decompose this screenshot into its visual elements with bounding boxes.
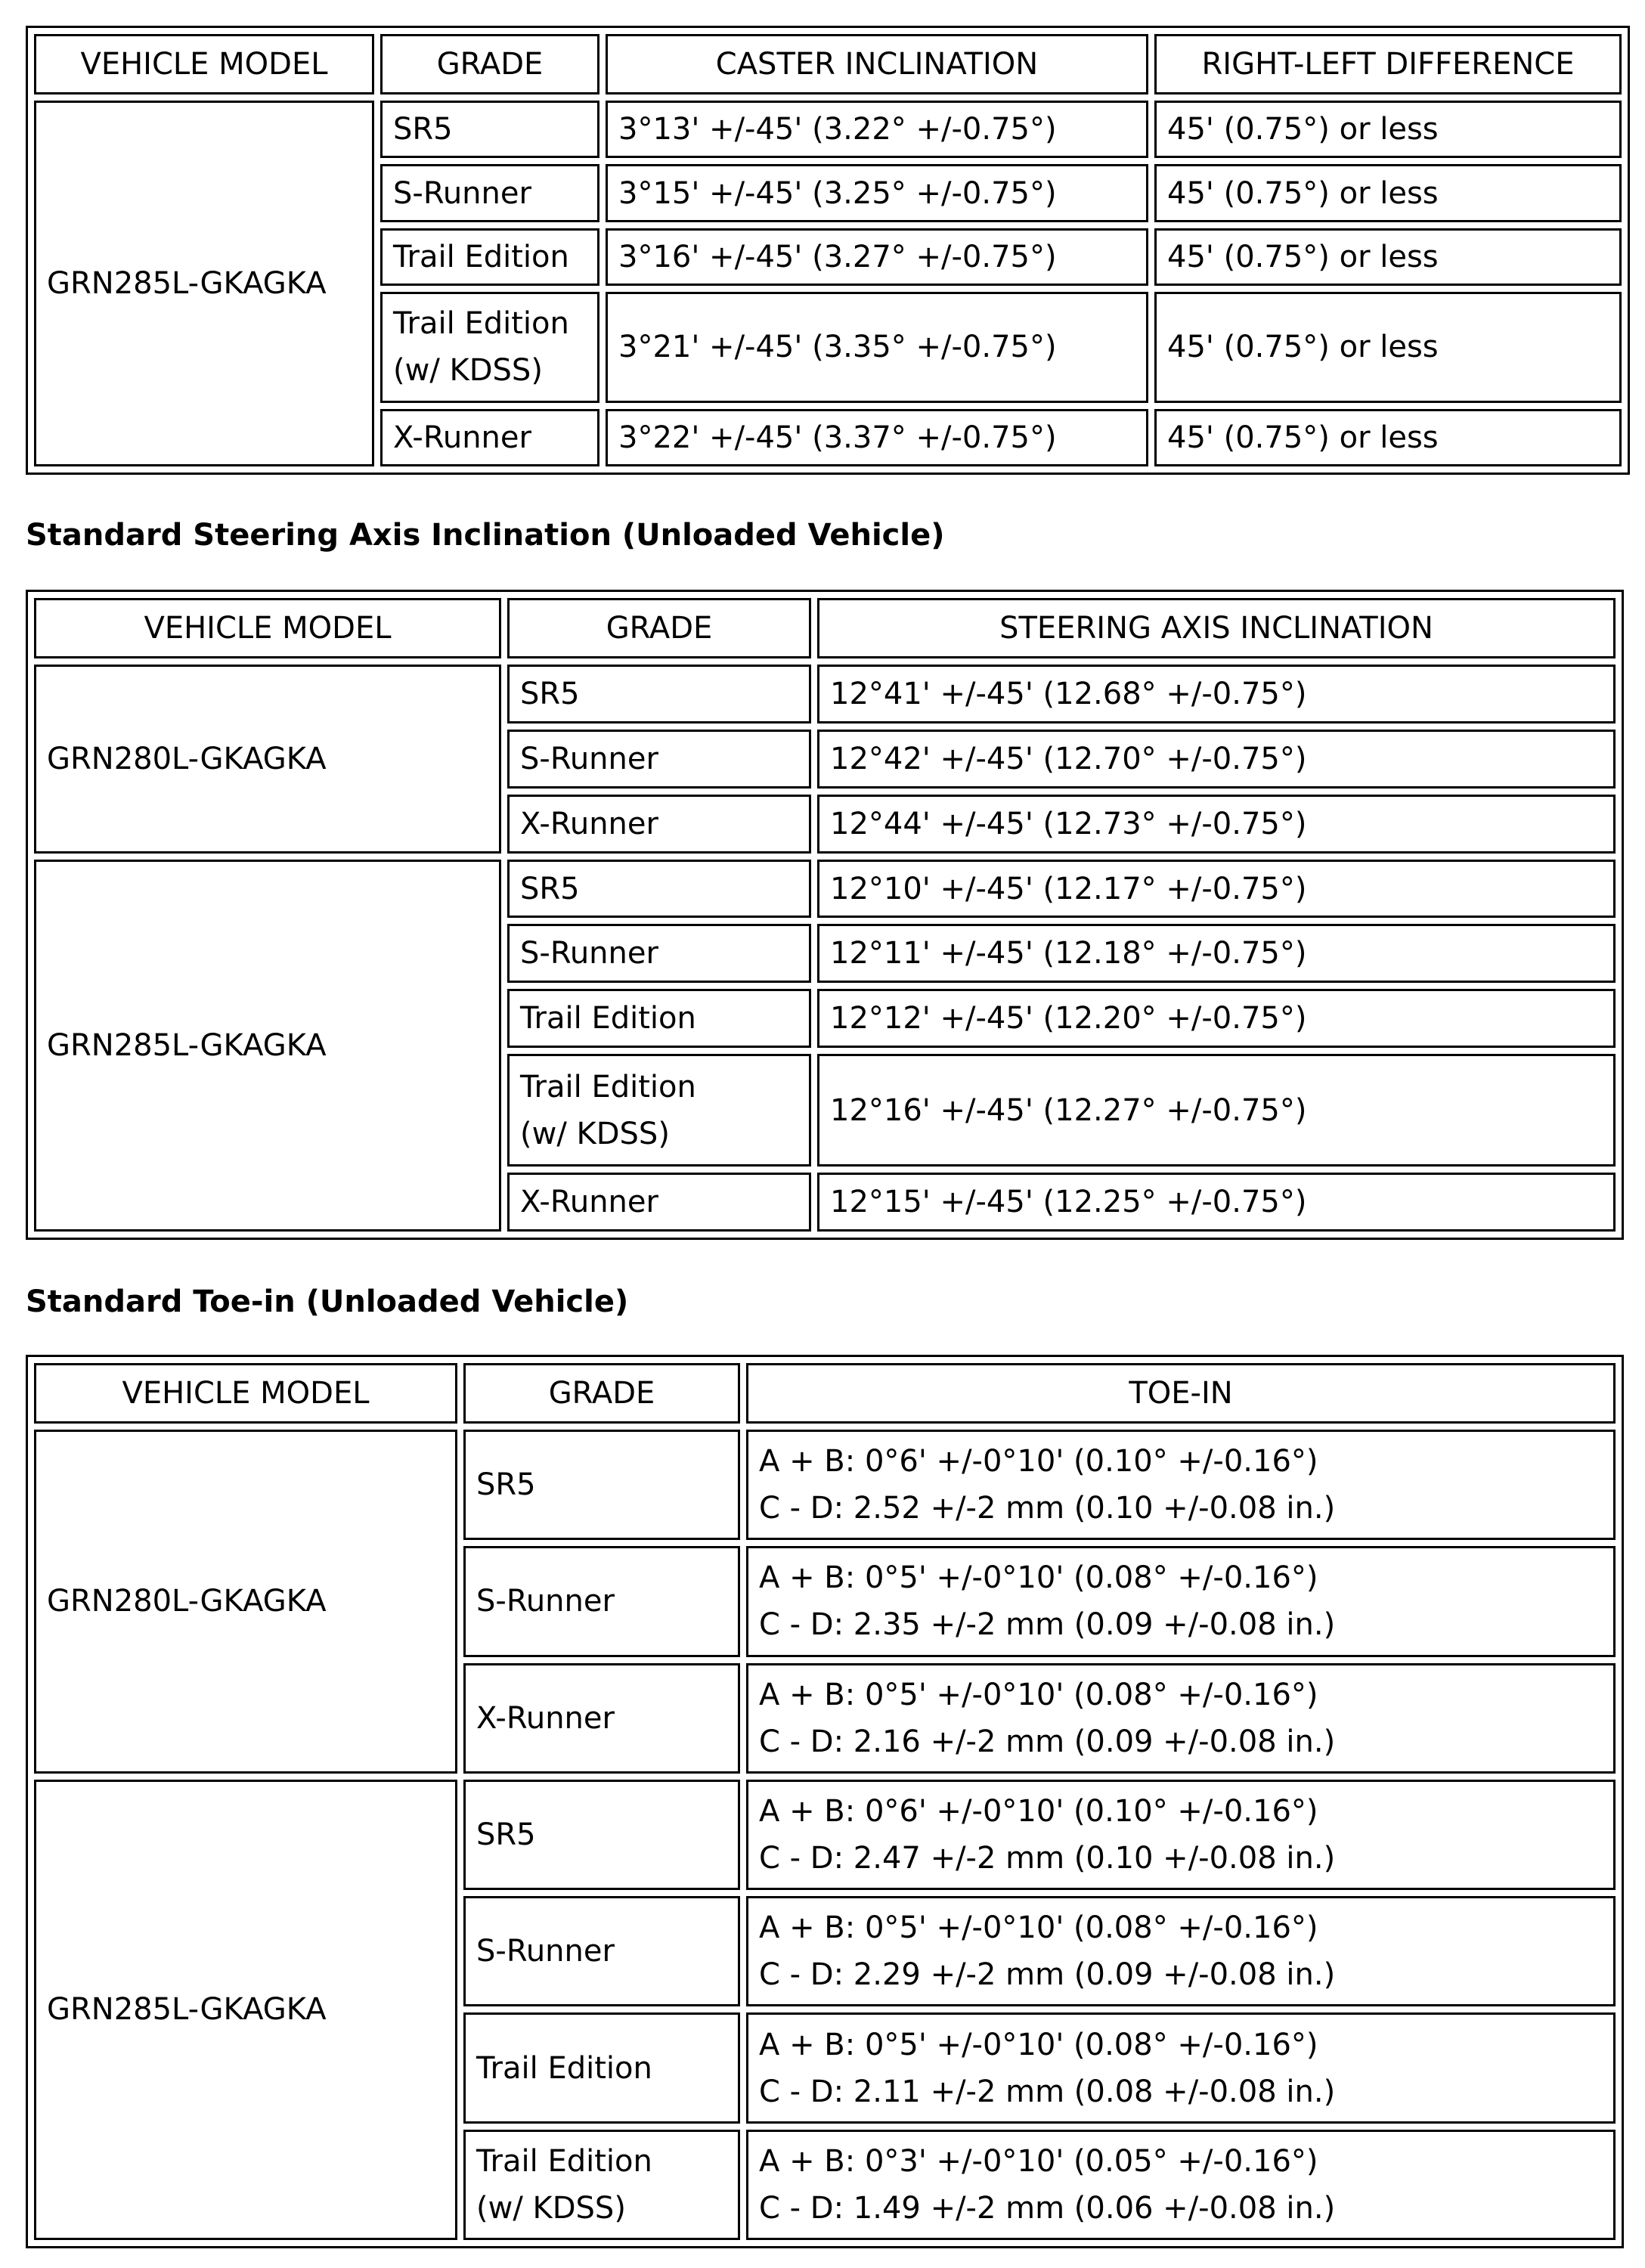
right-left-diff-cell: 45' (0.75°) or less <box>1154 409 1622 466</box>
steering-axis-table <box>26 590 1624 1240</box>
vehicle-model-cell: GRN285L-GKAGKA <box>34 101 374 466</box>
column-header: TOE-IN <box>746 1363 1616 1424</box>
steering-axis-section-title: Standard Steering Axis Inclination (Unloaded Vehicle) <box>26 518 945 553</box>
grade-line-2: (w/ KDSS) <box>393 353 543 389</box>
column-header: VEHICLE MODEL <box>34 598 501 658</box>
inclination-value-cell: 12°44' +/-45' (12.73° +/-0.75°) <box>817 795 1616 854</box>
caster-value-cell: 3°13' +/-45' (3.22° +/-0.75°) <box>606 101 1148 158</box>
vehicle-model-cell: GRN285L-GKAGKA <box>34 1780 457 2240</box>
toe-ab-line: A + B: 0°5' +/-0°10' (0.08° +/-0.16°) <box>759 1910 1318 1946</box>
toe-ab-line: A + B: 0°5' +/-0°10' (0.08° +/-0.16°) <box>759 2027 1318 2062</box>
toe-in-value-cell <box>746 1663 1616 1774</box>
toe-in-table <box>26 1355 1624 2248</box>
caster-table <box>26 26 1630 475</box>
column-header: GRADE <box>380 34 599 94</box>
right-left-diff-cell: 45' (0.75°) or less <box>1154 292 1622 402</box>
grade-cell <box>463 2130 740 2240</box>
column-header: RIGHT-LEFT DIFFERENCE <box>1154 34 1622 94</box>
toe-cd-line: C - D: 2.16 +/-2 mm (0.09 +/-0.08 in.) <box>759 1724 1336 1759</box>
grade-cell: X-Runner <box>380 409 599 466</box>
inclination-value-cell: 12°16' +/-45' (12.27° +/-0.75°) <box>817 1054 1616 1167</box>
table-row <box>34 1780 1616 1890</box>
table-row <box>34 1430 1616 1540</box>
inclination-value-cell: 12°42' +/-45' (12.70° +/-0.75°) <box>817 730 1616 789</box>
grade-cell: S-Runner <box>463 1546 740 1656</box>
grade-cell: Trail Edition <box>507 989 811 1048</box>
right-left-diff-cell: 45' (0.75°) or less <box>1154 101 1622 158</box>
grade-cell: S-Runner <box>507 924 811 983</box>
toe-ab-line: A + B: 0°5' +/-0°10' (0.08° +/-0.16°) <box>759 1677 1318 1712</box>
toe-cd-line: C - D: 2.47 +/-2 mm (0.10 +/-0.08 in.) <box>759 1840 1336 1876</box>
table-header-row <box>34 598 1616 658</box>
vehicle-model-cell: GRN285L-GKAGKA <box>34 860 501 1232</box>
toe-in-value-cell <box>746 2130 1616 2240</box>
toe-in-value-cell <box>746 1430 1616 1540</box>
toe-ab-line: A + B: 0°6' +/-0°10' (0.10° +/-0.16°) <box>759 1793 1318 1829</box>
toe-in-value-cell <box>746 1896 1616 2006</box>
table-row <box>34 101 1622 158</box>
caster-value-cell: 3°15' +/-45' (3.25° +/-0.75°) <box>606 164 1148 222</box>
toe-in-value-cell <box>746 2012 1616 2123</box>
grade-line: Trail Edition <box>393 306 569 342</box>
right-left-diff-cell: 45' (0.75°) or less <box>1154 164 1622 222</box>
toe-in-section-title: Standard Toe-in (Unloaded Vehicle) <box>26 1284 629 1319</box>
column-header: GRADE <box>463 1363 740 1424</box>
table-row <box>34 860 1616 919</box>
column-header: VEHICLE MODEL <box>34 34 374 94</box>
grade-line: Trail Edition <box>476 2143 652 2179</box>
grade-cell: SR5 <box>463 1780 740 1890</box>
toe-cd-line: C - D: 2.29 +/-2 mm (0.09 +/-0.08 in.) <box>759 1957 1336 1993</box>
inclination-value-cell: 12°11' +/-45' (12.18° +/-0.75°) <box>817 924 1616 983</box>
caster-value-cell: 3°16' +/-45' (3.27° +/-0.75°) <box>606 228 1148 286</box>
toe-ab-line: A + B: 0°3' +/-0°10' (0.05° +/-0.16°) <box>759 2143 1318 2179</box>
table-header-row <box>34 1363 1616 1424</box>
inclination-value-cell: 12°15' +/-45' (12.25° +/-0.75°) <box>817 1173 1616 1232</box>
grade-cell: X-Runner <box>507 1173 811 1232</box>
caster-value-cell: 3°22' +/-45' (3.37° +/-0.75°) <box>606 409 1148 466</box>
grade-cell: X-Runner <box>507 795 811 854</box>
grade-cell: X-Runner <box>463 1663 740 1774</box>
table-header-row <box>34 34 1622 94</box>
inclination-value-cell: 12°41' +/-45' (12.68° +/-0.75°) <box>817 665 1616 723</box>
toe-cd-line: C - D: 2.52 +/-2 mm (0.10 +/-0.08 in.) <box>759 1491 1336 1526</box>
right-left-diff-cell: 45' (0.75°) or less <box>1154 228 1622 286</box>
grade-cell: S-Runner <box>380 164 599 222</box>
grade-line-2: (w/ KDSS) <box>520 1116 670 1151</box>
grade-cell: SR5 <box>380 101 599 158</box>
column-header: STEERING AXIS INCLINATION <box>817 598 1616 658</box>
table-row <box>34 665 1616 723</box>
inclination-value-cell: 12°10' +/-45' (12.17° +/-0.75°) <box>817 860 1616 919</box>
toe-cd-line: C - D: 2.11 +/-2 mm (0.08 +/-0.08 in.) <box>759 2074 1336 2109</box>
column-header: CASTER INCLINATION <box>606 34 1148 94</box>
grade-cell: S-Runner <box>507 730 811 789</box>
grade-cell: Trail Edition <box>380 228 599 286</box>
inclination-value-cell: 12°12' +/-45' (12.20° +/-0.75°) <box>817 989 1616 1048</box>
vehicle-model-cell: GRN280L-GKAGKA <box>34 1430 457 1774</box>
grade-cell <box>507 1054 811 1167</box>
toe-cd-line: C - D: 2.35 +/-2 mm (0.09 +/-0.08 in.) <box>759 1607 1336 1643</box>
column-header: GRADE <box>507 598 811 658</box>
toe-ab-line: A + B: 0°5' +/-0°10' (0.08° +/-0.16°) <box>759 1560 1318 1596</box>
grade-line-2: (w/ KDSS) <box>476 2190 626 2226</box>
grade-line: Trail Edition <box>520 1069 696 1105</box>
grade-cell: SR5 <box>507 665 811 723</box>
grade-cell: Trail Edition <box>463 2012 740 2123</box>
toe-cd-line: C - D: 1.49 +/-2 mm (0.06 +/-0.08 in.) <box>759 2190 1336 2226</box>
vehicle-model-cell: GRN280L-GKAGKA <box>34 665 501 854</box>
caster-value-cell: 3°21' +/-45' (3.35° +/-0.75°) <box>606 292 1148 402</box>
toe-ab-line: A + B: 0°6' +/-0°10' (0.10° +/-0.16°) <box>759 1444 1318 1479</box>
column-header: VEHICLE MODEL <box>34 1363 457 1424</box>
grade-cell: S-Runner <box>463 1896 740 2006</box>
toe-in-value-cell <box>746 1780 1616 1890</box>
toe-in-value-cell <box>746 1546 1616 1656</box>
grade-cell: SR5 <box>463 1430 740 1540</box>
grade-cell: SR5 <box>507 860 811 919</box>
grade-cell <box>380 292 599 402</box>
